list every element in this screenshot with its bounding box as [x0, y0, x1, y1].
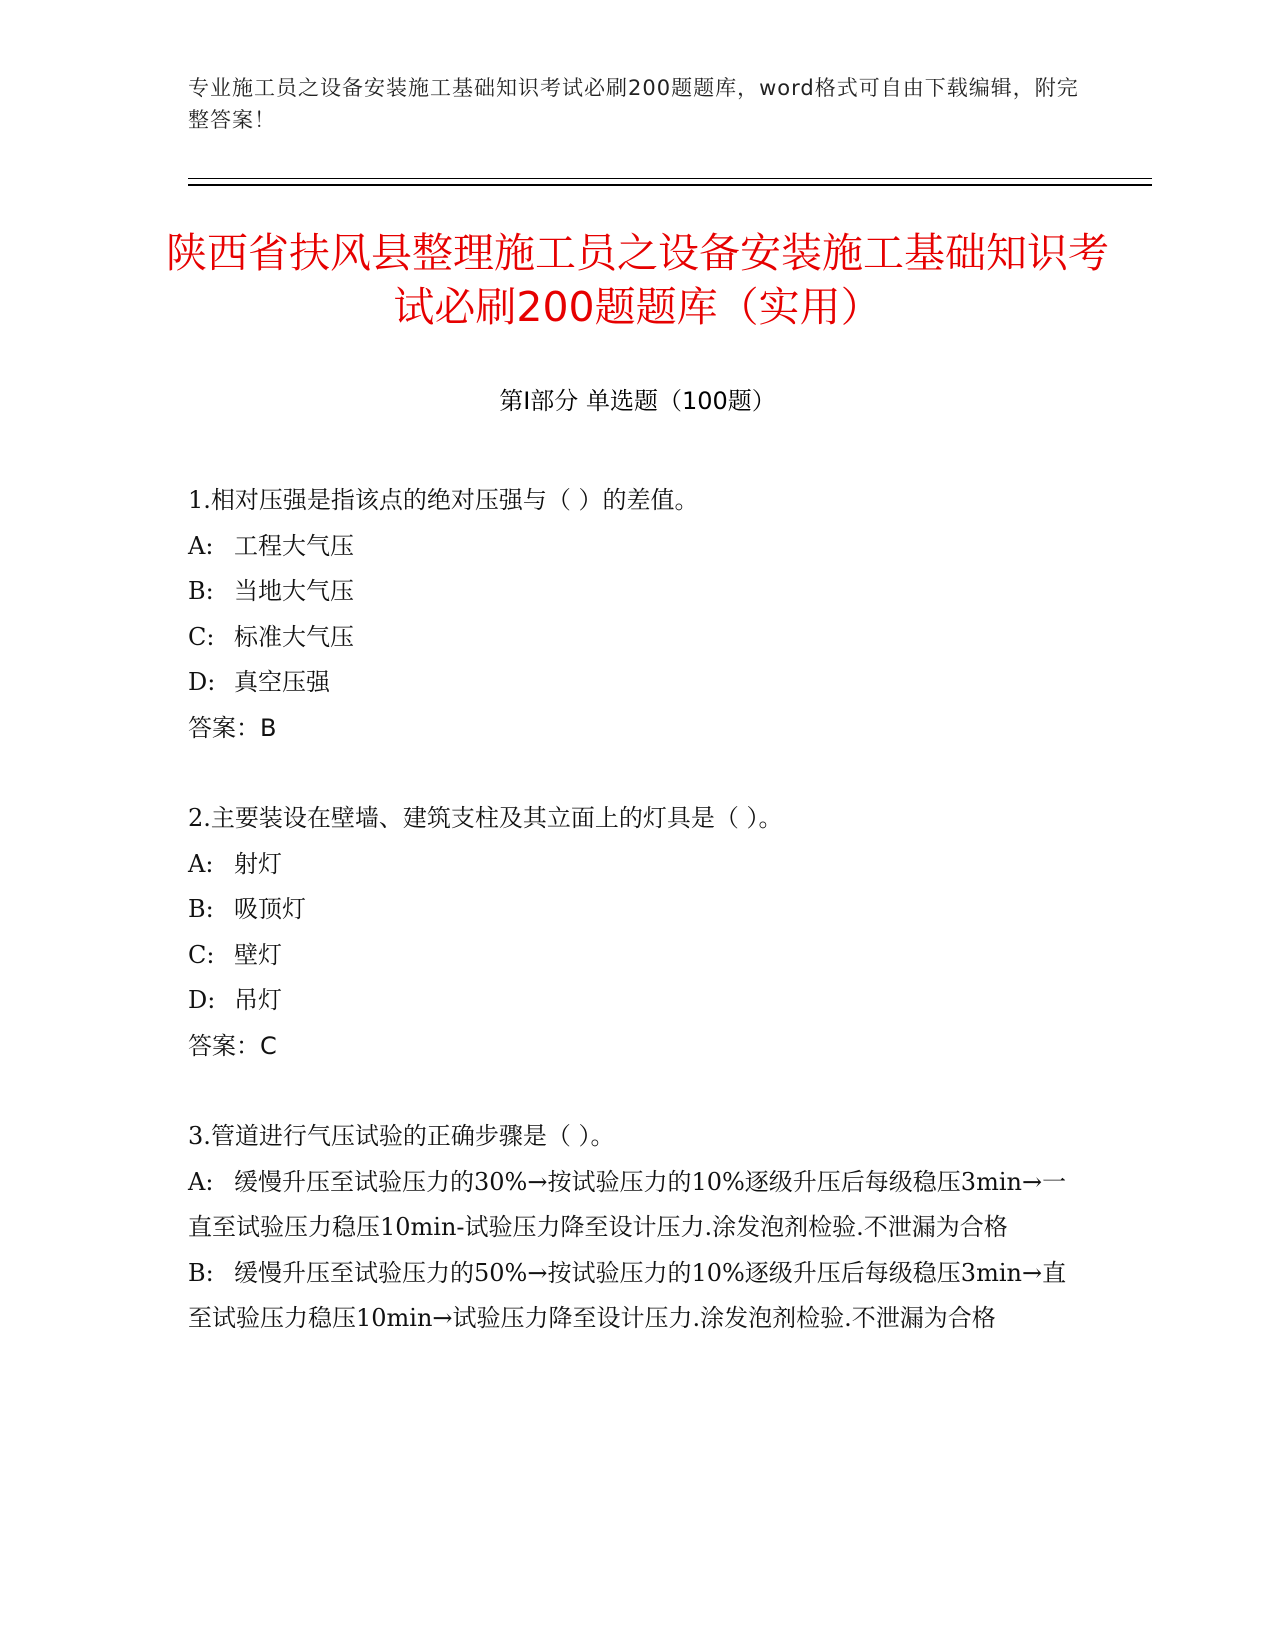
option-text: 缓慢升压至试验压力的30%→按试验压力的10%逐级升压后每级稳压3min→一直至试验压力稳压10min-试验压力降至设计压力.涂发泡剂检验.不泄漏为合格 — [188, 1167, 1067, 1241]
option-label: D: — [188, 986, 216, 1014]
question-3 — [188, 1114, 1078, 1342]
option-a — [188, 842, 1078, 888]
option-text: 吊灯 — [234, 986, 282, 1014]
header-divider-thick — [188, 184, 1152, 186]
option-label: A: — [188, 1167, 214, 1196]
question-list — [188, 478, 1078, 1387]
option-d — [188, 978, 1078, 1024]
option-label: B: — [188, 895, 214, 923]
option-text: 工程大气压 — [234, 531, 354, 560]
option-a — [188, 524, 1078, 570]
question-stem: 2.主要装设在壁墙、建筑支柱及其立面上的灯具是（ ）。 — [188, 804, 783, 832]
option-d — [188, 660, 1078, 706]
option-a — [188, 1160, 1078, 1251]
option-c — [188, 615, 1078, 661]
section-heading: 第Ⅰ部分 单选题（100题） — [499, 387, 776, 415]
option-label: B: — [188, 577, 214, 605]
option-label: C: — [188, 940, 215, 969]
option-label: C: — [188, 622, 215, 651]
option-label: A: — [188, 849, 214, 878]
option-b — [188, 887, 1078, 933]
answer: 答案：C — [188, 1031, 277, 1060]
document-title: 陕西省扶风县整理施工员之设备安装施工基础知识考试必刷200题题库（实用） — [166, 229, 1109, 331]
answer: 答案：B — [188, 713, 277, 742]
option-text: 真空压强 — [234, 668, 330, 696]
option-label: B: — [188, 1258, 214, 1287]
option-label: D: — [188, 668, 216, 696]
question-2 — [188, 796, 1078, 1069]
option-label: A: — [188, 531, 214, 560]
option-text: 吸顶灯 — [234, 895, 306, 923]
question-1 — [188, 478, 1078, 751]
option-b — [188, 1251, 1078, 1342]
header-divider-thin — [188, 178, 1152, 179]
question-stem: 1.相对压强是指该点的绝对压强与（ ）的差值。 — [188, 486, 699, 514]
option-text: 射灯 — [234, 849, 282, 878]
option-text: 标准大气压 — [234, 622, 354, 651]
option-text: 缓慢升压至试验压力的50%→按试验压力的10%逐级升压后每级稳压3min→直至试验压力稳压10min→试验压力降至设计压力.涂发泡剂检验.不泄漏为合格 — [188, 1258, 1067, 1332]
question-stem: 3.管道进行气压试验的正确步骤是（ ）。 — [188, 1122, 615, 1150]
header-note: 专业施工员之设备安装施工基础知识考试必刷200题题库，word格式可自由下载编辑，附完整答案！ — [188, 76, 1079, 132]
option-c — [188, 933, 1078, 979]
option-text: 当地大气压 — [234, 577, 354, 605]
option-text: 壁灯 — [234, 940, 282, 969]
option-b — [188, 569, 1078, 615]
